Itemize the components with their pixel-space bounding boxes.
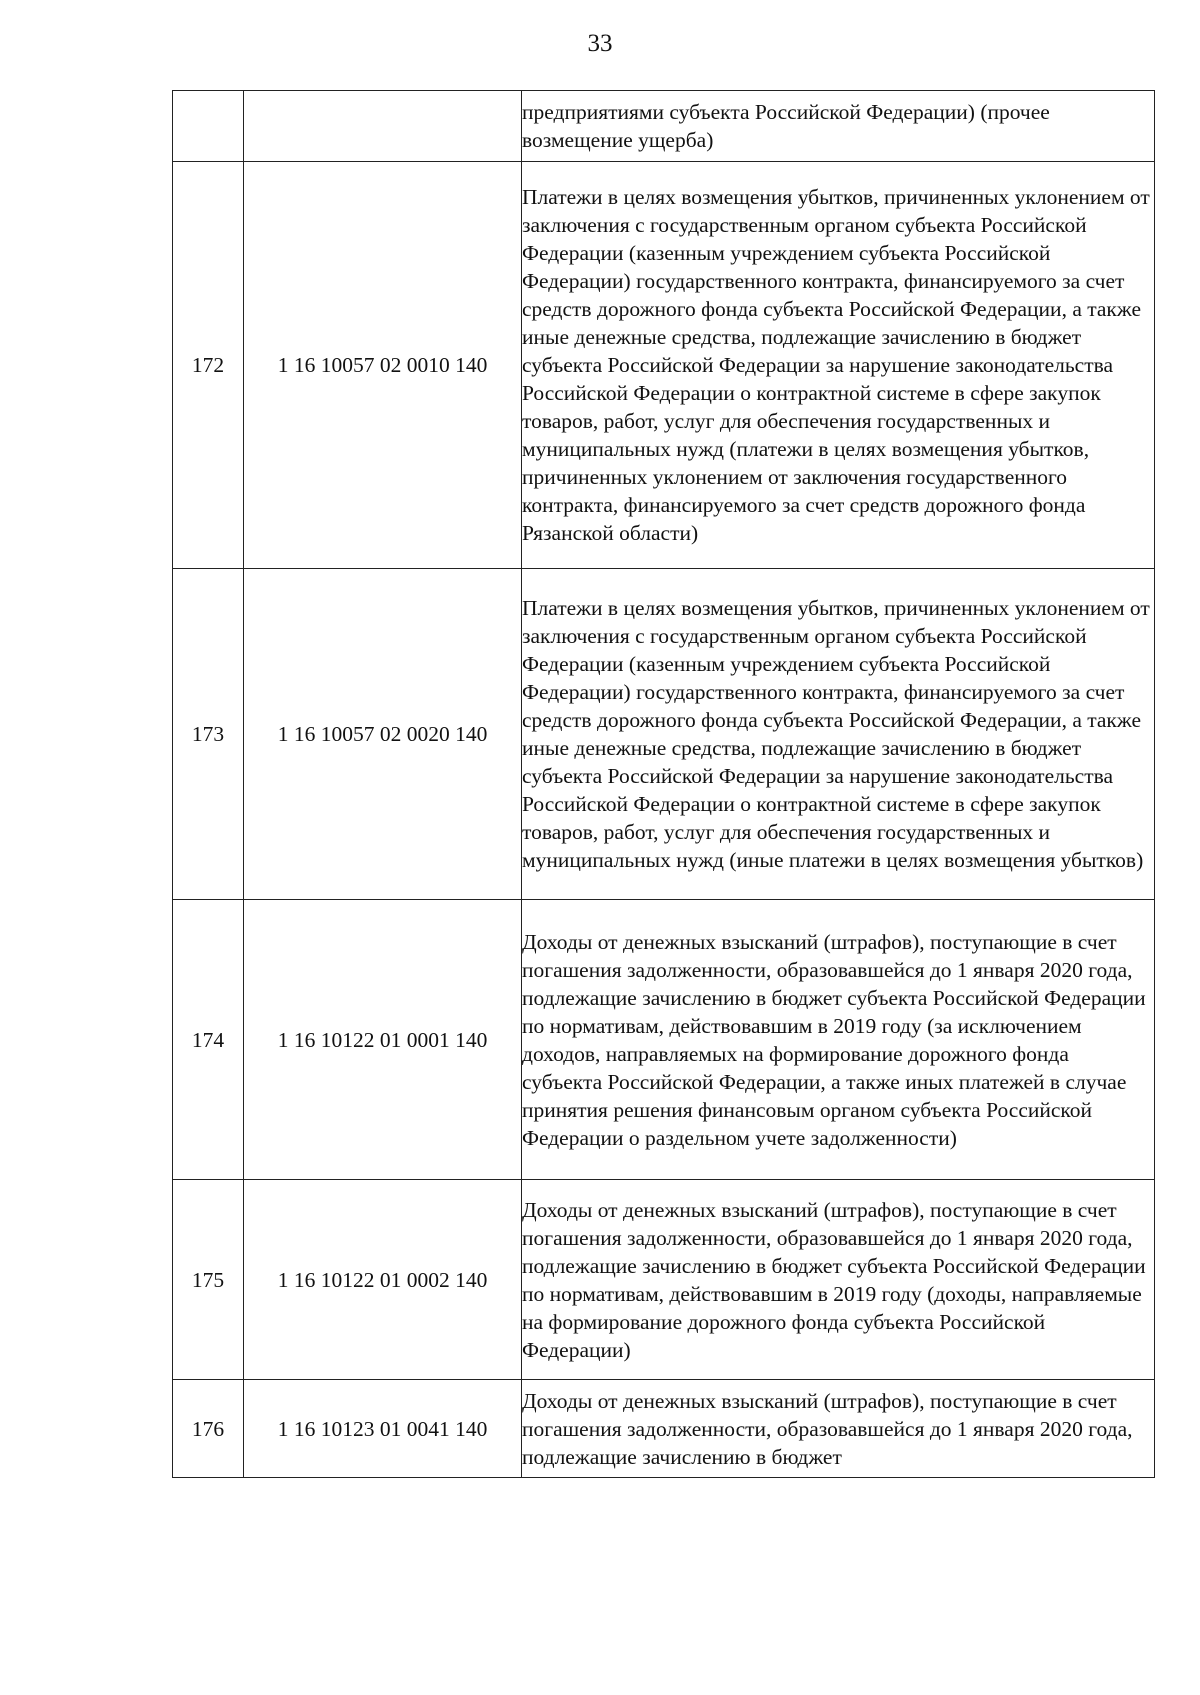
table-row — [173, 91, 1155, 162]
row-number: 174 — [173, 900, 244, 1180]
row-number: 175 — [173, 1180, 244, 1380]
revenue-codes-table — [172, 90, 1155, 1478]
table-row — [173, 1180, 1155, 1380]
budget-code: 1 16 10122 01 0001 140 — [244, 900, 522, 1180]
row-description: Доходы от денежных взысканий (штрафов), поступающие в счет погашения задолженности, образовавшейся до 1 января 2020 года, подлежащие зачислению в бюджет субъекта Российской Федерации по нормативам, действовавшим в 2019 году (доходы, направляемые на формирование дорожного фонда субъекта Российской Федерации) — [522, 1180, 1155, 1380]
table-row — [173, 900, 1155, 1180]
budget-code: 1 16 10123 01 0041 140 — [244, 1380, 522, 1478]
table-row — [173, 162, 1155, 569]
table-row — [173, 1380, 1155, 1478]
table-row — [173, 569, 1155, 900]
budget-code: 1 16 10057 02 0020 140 — [244, 569, 522, 900]
row-number: 176 — [173, 1380, 244, 1478]
page-number: 33 — [587, 30, 613, 57]
budget-code: 1 16 10057 02 0010 140 — [244, 162, 522, 569]
budget-code: 1 16 10122 01 0002 140 — [244, 1180, 522, 1380]
row-description: Доходы от денежных взысканий (штрафов), поступающие в счет погашения задолженности, образовавшейся до 1 января 2020 года, подлежащие зачислению в бюджет — [522, 1380, 1155, 1478]
row-number: 172 — [173, 162, 244, 569]
row-number: 173 — [173, 569, 244, 900]
row-description: Доходы от денежных взысканий (штрафов), поступающие в счет погашения задолженности, образовавшейся до 1 января 2020 года, подлежащие зачислению в бюджет субъекта Российской Федерации по нормативам, действовавшим в 2019 году (за исключением доходов, направляемых на формирование дорожного фонда субъекта Российской Федерации, а также иных платежей в случае принятия решения финансовым органом субъекта Российской Федерации о раздельном учете задолженности) — [522, 900, 1155, 1180]
row-description: предприятиями субъекта Российской Федерации) (прочее возмещение ущерба) — [522, 91, 1155, 162]
row-description: Платежи в целях возмещения убытков, причиненных уклонением от заключения с государственным органом субъекта Российской Федерации (казенным учреждением субъекта Российской Федерации) государственного контракта, финансируемого за счет средств дорожного фонда субъекта Российской Федерации, а также иные денежные средства, подлежащие зачислению в бюджет субъекта Российской Федерации за нарушение законодательства Российской Федерации о контрактной системе в сфере закупок товаров, работ, услуг для обеспечения государственных и муниципальных нужд (платежи в целях возмещения убытков, причиненных уклонением от заключения государственного контракта, финансируемого за счет средств дорожного фонда Рязанской области) — [522, 162, 1155, 569]
row-number — [173, 91, 244, 162]
budget-code — [244, 91, 522, 162]
row-description: Платежи в целях возмещения убытков, причиненных уклонением от заключения с государственным органом субъекта Российской Федерации (казенным учреждением субъекта Российской Федерации) государственного контракта, финансируемого за счет средств дорожного фонда субъекта Российской Федерации, а также иные денежные средства, подлежащие зачислению в бюджет субъекта Российской Федерации за нарушение законодательства Российской Федерации о контрактной системе в сфере закупок товаров, работ, услуг для обеспечения государственных и муниципальных нужд (иные платежи в целях возмещения убытков) — [522, 569, 1155, 900]
